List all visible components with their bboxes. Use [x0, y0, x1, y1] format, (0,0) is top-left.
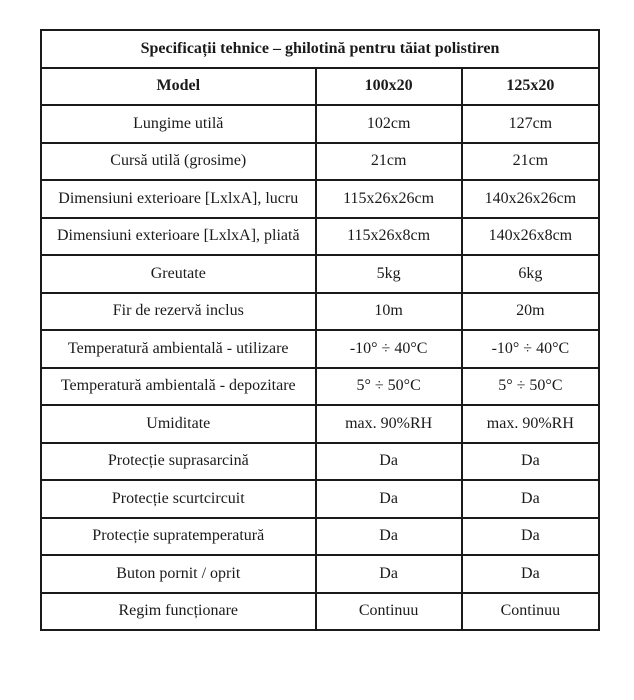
spec-value-100x20: -10° ÷ 40°C — [316, 330, 462, 368]
table-row — [41, 405, 599, 443]
spec-value-100x20: Continuu — [316, 593, 462, 631]
table-row — [41, 443, 599, 481]
spec-label: Regim funcționare — [41, 593, 316, 631]
spec-value-125x20: Da — [462, 480, 599, 518]
spec-value-125x20: max. 90%RH — [462, 405, 599, 443]
table-title-row — [41, 30, 599, 68]
spec-table-body — [41, 105, 599, 630]
spec-table — [40, 29, 600, 631]
spec-value-100x20: Da — [316, 443, 462, 481]
spec-label: Dimensiuni exterioare [LxlxA], pliată — [41, 218, 316, 256]
column-header-model: Model — [41, 68, 316, 106]
table-row — [41, 330, 599, 368]
spec-label: Cursă utilă (grosime) — [41, 143, 316, 181]
table-row — [41, 143, 599, 181]
spec-value-100x20: 102cm — [316, 105, 462, 143]
table-row — [41, 555, 599, 593]
table-title: Specificații tehnice – ghilotină pentru tăiat polistiren — [41, 30, 599, 68]
column-header-100x20: 100x20 — [316, 68, 462, 106]
spec-value-125x20: Da — [462, 555, 599, 593]
table-row — [41, 180, 599, 218]
spec-value-100x20: 115x26x26cm — [316, 180, 462, 218]
spec-label: Temperatură ambientală - utilizare — [41, 330, 316, 368]
spec-value-125x20: Continuu — [462, 593, 599, 631]
spec-value-125x20: 127cm — [462, 105, 599, 143]
table-row — [41, 293, 599, 331]
spec-value-100x20: 21cm — [316, 143, 462, 181]
spec-label: Dimensiuni exterioare [LxlxA], lucru — [41, 180, 316, 218]
spec-label: Protecție supratemperatură — [41, 518, 316, 556]
spec-value-100x20: 115x26x8cm — [316, 218, 462, 256]
spec-value-125x20: 21cm — [462, 143, 599, 181]
spec-value-125x20: 140x26x8cm — [462, 218, 599, 256]
spec-label: Greutate — [41, 255, 316, 293]
table-row — [41, 218, 599, 256]
spec-value-100x20: Da — [316, 518, 462, 556]
spec-value-125x20: Da — [462, 518, 599, 556]
spec-value-100x20: max. 90%RH — [316, 405, 462, 443]
spec-value-100x20: 10m — [316, 293, 462, 331]
spec-value-100x20: Da — [316, 555, 462, 593]
table-row — [41, 593, 599, 631]
spec-value-100x20: 5kg — [316, 255, 462, 293]
table-row — [41, 368, 599, 406]
table-header-row — [41, 68, 599, 106]
spec-value-100x20: 5° ÷ 50°C — [316, 368, 462, 406]
spec-value-125x20: Da — [462, 443, 599, 481]
spec-label: Umiditate — [41, 405, 316, 443]
table-row — [41, 518, 599, 556]
spec-value-125x20: 6kg — [462, 255, 599, 293]
table-row — [41, 105, 599, 143]
spec-value-125x20: 5° ÷ 50°C — [462, 368, 599, 406]
spec-label: Protecție scurtcircuit — [41, 480, 316, 518]
table-row — [41, 255, 599, 293]
spec-label: Protecție suprasarcină — [41, 443, 316, 481]
spec-value-125x20: 20m — [462, 293, 599, 331]
spec-table-container — [40, 29, 600, 631]
spec-label: Fir de rezervă inclus — [41, 293, 316, 331]
spec-label: Buton pornit / oprit — [41, 555, 316, 593]
spec-label: Lungime utilă — [41, 105, 316, 143]
spec-value-125x20: -10° ÷ 40°C — [462, 330, 599, 368]
column-header-125x20: 125x20 — [462, 68, 599, 106]
spec-value-125x20: 140x26x26cm — [462, 180, 599, 218]
table-row — [41, 480, 599, 518]
spec-label: Temperatură ambientală - depozitare — [41, 368, 316, 406]
spec-value-100x20: Da — [316, 480, 462, 518]
